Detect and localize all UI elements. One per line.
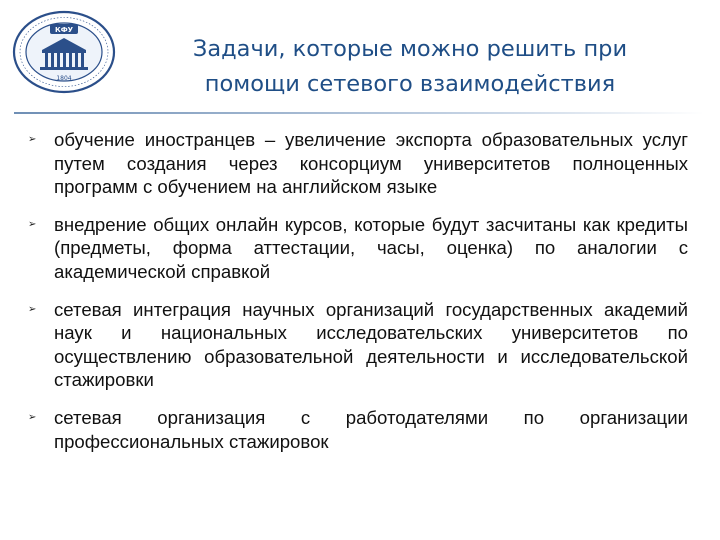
list-item — [28, 298, 688, 392]
bullet-text: обучение иностранцев – увеличение экспорта образовательных услуг путем создания через консорциум университетов полноценных программ с обучением на английском языке — [54, 129, 688, 198]
list-item — [28, 213, 688, 284]
arrow-bullet-icon: ➢ — [28, 303, 37, 315]
list-item — [28, 406, 688, 453]
logo-abbrev: КФУ — [54, 26, 74, 34]
header-divider — [14, 112, 704, 114]
arrow-bullet-icon: ➢ — [28, 218, 37, 230]
arrow-bullet-icon: ➢ — [28, 411, 37, 423]
logo-year: 1804 — [56, 75, 72, 82]
page-title — [130, 32, 690, 102]
university-seal-icon — [12, 10, 116, 94]
bullet-text: сетевая интеграция научных организаций государственных академий наук и национальных исследовательских университетов по осуществлению образовательной деятельности и исследовательской стажировки — [54, 298, 688, 391]
title-line-1: Задачи, которые можно решить при — [192, 36, 628, 62]
bullet-text: сетевая организация с работодателями по организации профессиональных стажировок — [54, 406, 688, 452]
arrow-bullet-icon: ➢ — [28, 134, 37, 145]
list-item — [28, 128, 688, 199]
title-line-2: помощи сетевого взаимодействия — [204, 71, 616, 97]
bullet-text: внедрение общих онлайн курсов, которые будут засчитаны как кредиты (предметы, форма аттестации, часы, оценка) по аналогии с академической справкой — [54, 213, 688, 282]
bullet-list — [28, 128, 688, 467]
